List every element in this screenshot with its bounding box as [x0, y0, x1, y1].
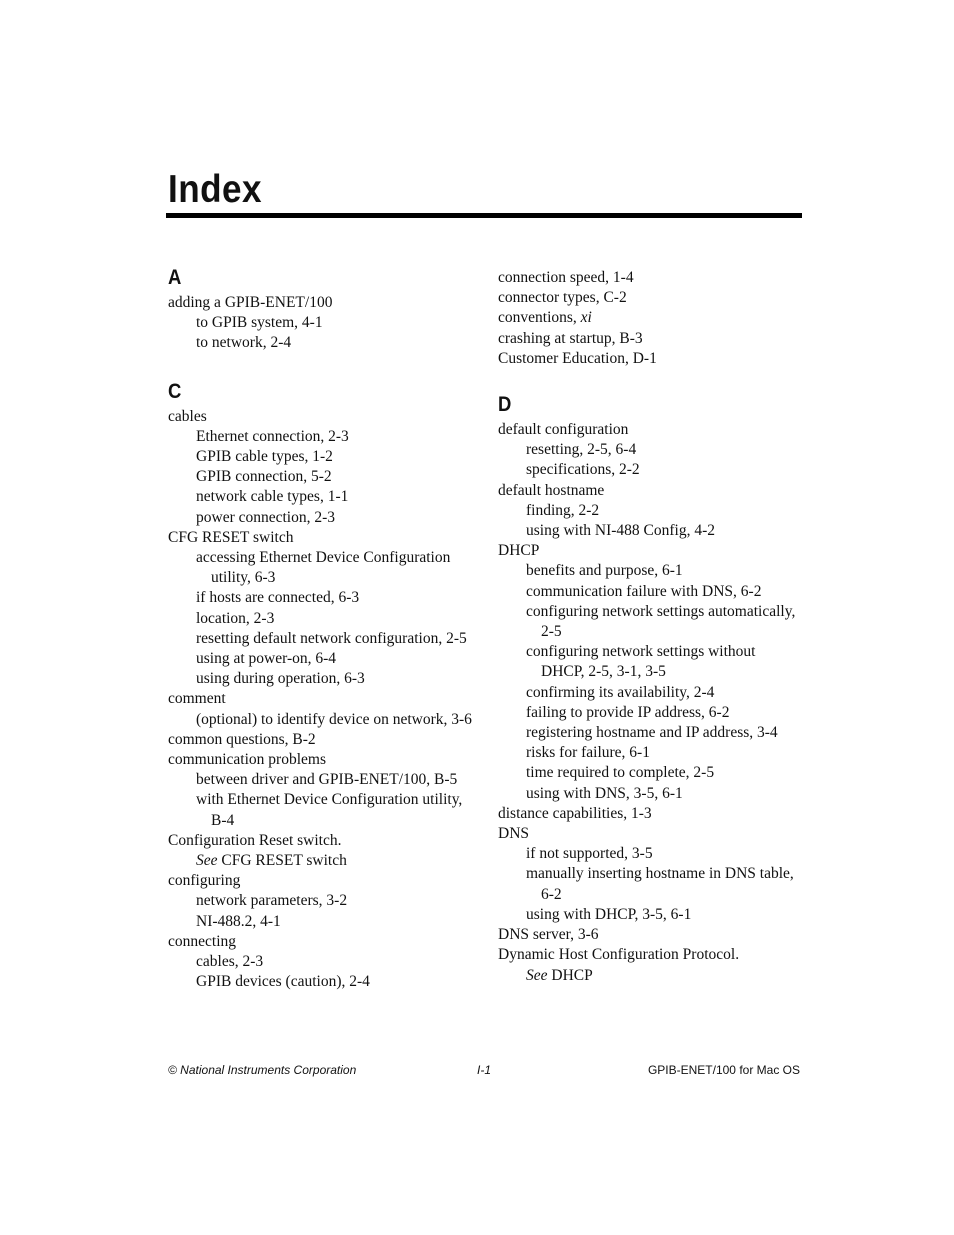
section-letter: C — [168, 379, 182, 403]
index-subentry — [498, 501, 798, 521]
index-subentry — [168, 851, 478, 871]
index-subentry — [168, 972, 478, 992]
index-entry — [498, 420, 798, 440]
entry-text: GPIB connection, 5-2 — [196, 468, 332, 486]
entry-text: network cable types, 1-1 — [196, 488, 349, 506]
entry-text: NI-488.2, 4-1 — [196, 912, 281, 930]
index-subentry — [498, 460, 798, 480]
entry-text: DHCP — [498, 542, 540, 560]
entry-text: communication problems — [168, 751, 326, 769]
entry-text: resetting default network configuration, 2-5 — [196, 629, 467, 647]
index-entry — [498, 268, 798, 288]
index-subentry — [498, 966, 798, 986]
index-subentry — [168, 548, 478, 588]
footer-page-number: I-1 — [477, 1063, 492, 1077]
entry-text: cables, 2-3 — [196, 953, 264, 971]
entry-text: connecting — [168, 932, 237, 950]
entry-text: registering hostname and IP address, 3-4 — [526, 724, 778, 742]
index-section — [168, 264, 478, 354]
entry-text: power connection, 2-3 — [196, 508, 336, 526]
index-entry — [498, 288, 798, 308]
entry-text: DNS — [498, 825, 530, 843]
entry-text: to GPIB system, 4-1 — [196, 314, 323, 332]
index-subentry — [168, 629, 478, 649]
index-subentry — [498, 743, 798, 763]
entry-text: connector types, C-2 — [498, 289, 627, 307]
index-subentry — [168, 487, 478, 507]
entry-text: (optional) to identify device on network, 3-6 — [196, 710, 472, 728]
index-subentry — [168, 649, 478, 669]
page-title: Index — [168, 168, 262, 211]
index-subentry — [498, 763, 798, 783]
section-letter: A — [168, 266, 182, 289]
index-subentry — [498, 561, 798, 581]
entry-text: communication failure with DNS, 6-2 — [526, 582, 762, 600]
entry-text: between driver and GPIB-ENET/100, B-5 — [196, 771, 458, 789]
index-entry — [168, 730, 478, 750]
index-entry — [498, 925, 798, 945]
index-subentry — [168, 891, 478, 911]
entry-text: default hostname — [498, 481, 605, 499]
index-entry — [498, 541, 798, 561]
entry-text: GPIB cable types, 1-2 — [196, 448, 333, 466]
entry-text: if not supported, 3-5 — [526, 845, 653, 863]
entry-text: confirming its availability, 2-4 — [526, 683, 715, 701]
entry-text: using with NI-488 Config, 4-2 — [526, 522, 716, 540]
index-entry — [498, 308, 798, 328]
index-subentry — [168, 912, 478, 932]
index-entry — [168, 293, 478, 313]
index-subentry — [498, 521, 798, 541]
index-subentry — [498, 905, 798, 925]
entry-text: CFG RESET switch — [217, 852, 347, 870]
entry-text: configuring — [168, 872, 241, 890]
index-section — [498, 391, 798, 986]
entry-text: DHCP — [547, 966, 593, 984]
index-section — [498, 268, 798, 369]
see-reference: See — [196, 852, 218, 870]
index-entry — [168, 407, 478, 427]
index-entry — [168, 871, 478, 891]
entry-text: resetting, 2-5, 6-4 — [526, 441, 637, 459]
entry-text: configuring network settings automatically, 2-5 — [526, 602, 796, 641]
index-entry — [168, 689, 478, 709]
see-reference: See — [526, 966, 548, 984]
entry-text: network parameters, 3-2 — [196, 892, 348, 910]
index-section — [168, 378, 478, 993]
entry-text: using with DHCP, 3-5, 6-1 — [526, 905, 692, 923]
entry-text: using at power-on, 6-4 — [196, 650, 337, 668]
index-subentry — [168, 790, 478, 830]
title-rule — [166, 213, 802, 218]
entry-text: risks for failure, 6-1 — [526, 744, 650, 762]
index-subentry — [498, 784, 798, 804]
entry-text: cables — [168, 407, 207, 425]
index-subentry — [498, 723, 798, 743]
index-subentry — [168, 333, 478, 353]
index-entry — [168, 750, 478, 770]
entry-text: CFG RESET switch — [168, 528, 294, 546]
section-letter: D — [498, 393, 512, 417]
entry-text: time required to complete, 2-5 — [526, 764, 715, 782]
entry-text: Customer Education, D-1 — [498, 349, 657, 367]
footer-copyright: © National Instruments Corporation — [168, 1063, 357, 1077]
entry-text: if hosts are connected, 6-3 — [196, 589, 360, 607]
entry-text: accessing Ethernet Device Configuration utility, 6-3 — [196, 549, 451, 587]
index-entry — [498, 824, 798, 844]
footer-manual-title: GPIB-ENET/100 for Mac OS — [647, 1063, 800, 1077]
entry-text: default configuration — [498, 421, 629, 439]
entry-text: benefits and purpose, 6-1 — [526, 562, 683, 580]
entry-text: distance capabilities, 1-3 — [498, 804, 652, 822]
index-subentry — [168, 770, 478, 790]
index-subentry — [498, 440, 798, 460]
index-entry — [498, 945, 798, 965]
entry-text: comment — [168, 690, 226, 708]
index-subentry — [498, 582, 798, 602]
index-subentry — [168, 508, 478, 528]
entry-text: finding, 2-2 — [526, 501, 600, 519]
entry-text: common questions, B-2 — [168, 730, 316, 748]
index-entry — [168, 831, 478, 851]
index-entry — [498, 481, 798, 501]
entry-text: Dynamic Host Configuration Protocol. — [498, 946, 740, 964]
entry-text: location, 2-3 — [196, 609, 275, 627]
index-column-right — [498, 268, 798, 1010]
index-subentry — [498, 864, 798, 904]
entry-text: adding a GPIB-ENET/100 — [168, 294, 333, 311]
index-subentry — [168, 427, 478, 447]
index-entry — [498, 329, 798, 349]
index-subentry — [498, 844, 798, 864]
index-subentry — [168, 669, 478, 689]
index-entry — [498, 349, 798, 369]
entry-text: Configuration Reset switch. — [168, 831, 342, 849]
index-subentry — [168, 609, 478, 629]
entry-page-ref: xi — [580, 309, 592, 327]
index-subentry — [498, 642, 798, 682]
index-subentry — [168, 467, 478, 487]
entry-text: using during operation, 6-3 — [196, 670, 365, 688]
index-subentry — [498, 602, 798, 642]
entry-text: conventions, — [498, 309, 581, 327]
entry-text: specifications, 2-2 — [526, 461, 640, 479]
entry-text: DNS server, 3-6 — [498, 926, 599, 944]
index-entry — [168, 932, 478, 952]
index-entry — [498, 804, 798, 824]
index-column-left — [168, 264, 478, 1017]
entry-text: with Ethernet Device Configuration utility, B-4 — [196, 791, 463, 829]
index-subentry — [498, 683, 798, 703]
entry-text: to network, 2-4 — [196, 334, 292, 352]
entry-text: GPIB devices (caution), 2-4 — [196, 973, 370, 991]
index-subentry — [498, 703, 798, 723]
entry-text: failing to provide IP address, 6-2 — [526, 703, 730, 721]
entry-text: using with DNS, 3-5, 6-1 — [526, 784, 683, 802]
index-entry — [168, 528, 478, 548]
entry-text: configuring network settings without DHCP, 2-5, 3-1, 3-5 — [526, 643, 756, 681]
entry-text: connection speed, 1-4 — [498, 269, 634, 286]
entry-text: Ethernet connection, 2-3 — [196, 427, 349, 445]
index-subentry — [168, 313, 478, 333]
entry-text: crashing at startup, B-3 — [498, 329, 643, 347]
index-subentry — [168, 710, 478, 730]
index-subentry — [168, 447, 478, 467]
entry-text: manually inserting hostname in DNS table, 6-2 — [526, 865, 794, 903]
index-subentry — [168, 952, 478, 972]
index-subentry — [168, 588, 478, 608]
